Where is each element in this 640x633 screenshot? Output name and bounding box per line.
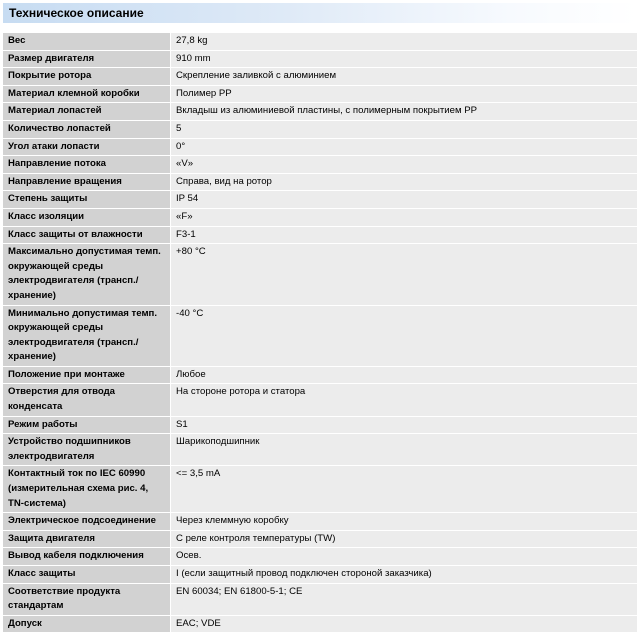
spec-label: Минимально допустимая темп. окружающей среды электродвигателя (трансп./ хранение) [3,306,170,366]
spec-value: Полимер PP [170,86,637,103]
spec-label: Угол атаки лопасти [3,139,170,156]
spec-label: Устройство подшипников электродвигателя [3,434,170,465]
spec-row [3,616,637,633]
spec-row [3,174,637,191]
spec-row [3,584,637,615]
spec-row [3,139,637,156]
spec-value: 5 [170,121,637,138]
spec-value: EAC; VDE [170,616,637,633]
spec-value: S1 [170,417,637,434]
spec-label: Степень защиты [3,191,170,208]
spec-value: «V» [170,156,637,173]
spec-label: Вес [3,33,170,50]
spec-label: Направление вращения [3,174,170,191]
spec-row [3,566,637,583]
spec-value: EN 60034; EN 61800-5-1; CE [170,584,637,615]
spec-value: 27,8 kg [170,33,637,50]
spec-label: Соответствие продукта стандартам [3,584,170,615]
spec-label: Положение при монтаже [3,367,170,384]
spec-value: На стороне ротора и статора [170,384,637,415]
spec-row [3,51,637,68]
spec-row [3,244,637,304]
spec-row [3,209,637,226]
spec-row [3,466,637,512]
spec-row [3,68,637,85]
spec-value: 0° [170,139,637,156]
spec-label: Покрытие ротора [3,68,170,85]
spec-row [3,417,637,434]
spec-label: Материал клемной коробки [3,86,170,103]
spec-label: Максимально допустимая темп. окружающей среды электродвигателя (трансп./ хранение) [3,244,170,304]
spec-value: «F» [170,209,637,226]
spec-value: 910 mm [170,51,637,68]
spec-row [3,548,637,565]
spec-value: С реле контроля температуры (TW) [170,531,637,548]
spec-value: Справа, вид на ротор [170,174,637,191]
spec-value: IP 54 [170,191,637,208]
spec-value: Через клеммную коробку [170,513,637,530]
spec-value: Скрепление заливкой с алюминием [170,68,637,85]
spec-label: Контактный ток по IEC 60990 (измерительная схема рис. 4, TN-система) [3,466,170,512]
spec-label: Направление потока [3,156,170,173]
spec-label: Размер двигателя [3,51,170,68]
spec-row [3,367,637,384]
spec-label: Материал лопастей [3,103,170,120]
spec-row [3,531,637,548]
spec-value: Осев. [170,548,637,565]
spec-row [3,86,637,103]
spec-label: Отверстия для отвода конденсата [3,384,170,415]
section-header [3,3,637,23]
spec-label: Защита двигателя [3,531,170,548]
spec-label: Режим работы [3,417,170,434]
spec-table-body [3,33,637,632]
spec-row [3,103,637,120]
spec-value: Любое [170,367,637,384]
spec-label: Допуск [3,616,170,633]
spec-label: Электрическое подсоединение [3,513,170,530]
spec-value: +80 °C [170,244,637,304]
spec-label: Класс изоляции [3,209,170,226]
spec-row [3,33,637,50]
spec-row [3,434,637,465]
spec-value: <= 3,5 mA [170,466,637,512]
spec-row [3,227,637,244]
spec-table [3,32,637,633]
spec-label: Класс защиты от влажности [3,227,170,244]
spec-value: -40 °C [170,306,637,366]
spec-row [3,306,637,366]
spec-row [3,384,637,415]
spec-row [3,121,637,138]
spec-row [3,513,637,530]
spec-row [3,156,637,173]
spec-value: Вкладыш из алюминиевой пластины, с полимерным покрытием PP [170,103,637,120]
spec-row [3,191,637,208]
section-title: Техническое описание [9,6,144,20]
spec-label: Количество лопастей [3,121,170,138]
spec-value: F3-1 [170,227,637,244]
spec-value: Шарикоподшипник [170,434,637,465]
spec-label: Вывод кабеля подключения [3,548,170,565]
spec-value: I (если защитный провод подключен стороной заказчика) [170,566,637,583]
spec-label: Класс защиты [3,566,170,583]
